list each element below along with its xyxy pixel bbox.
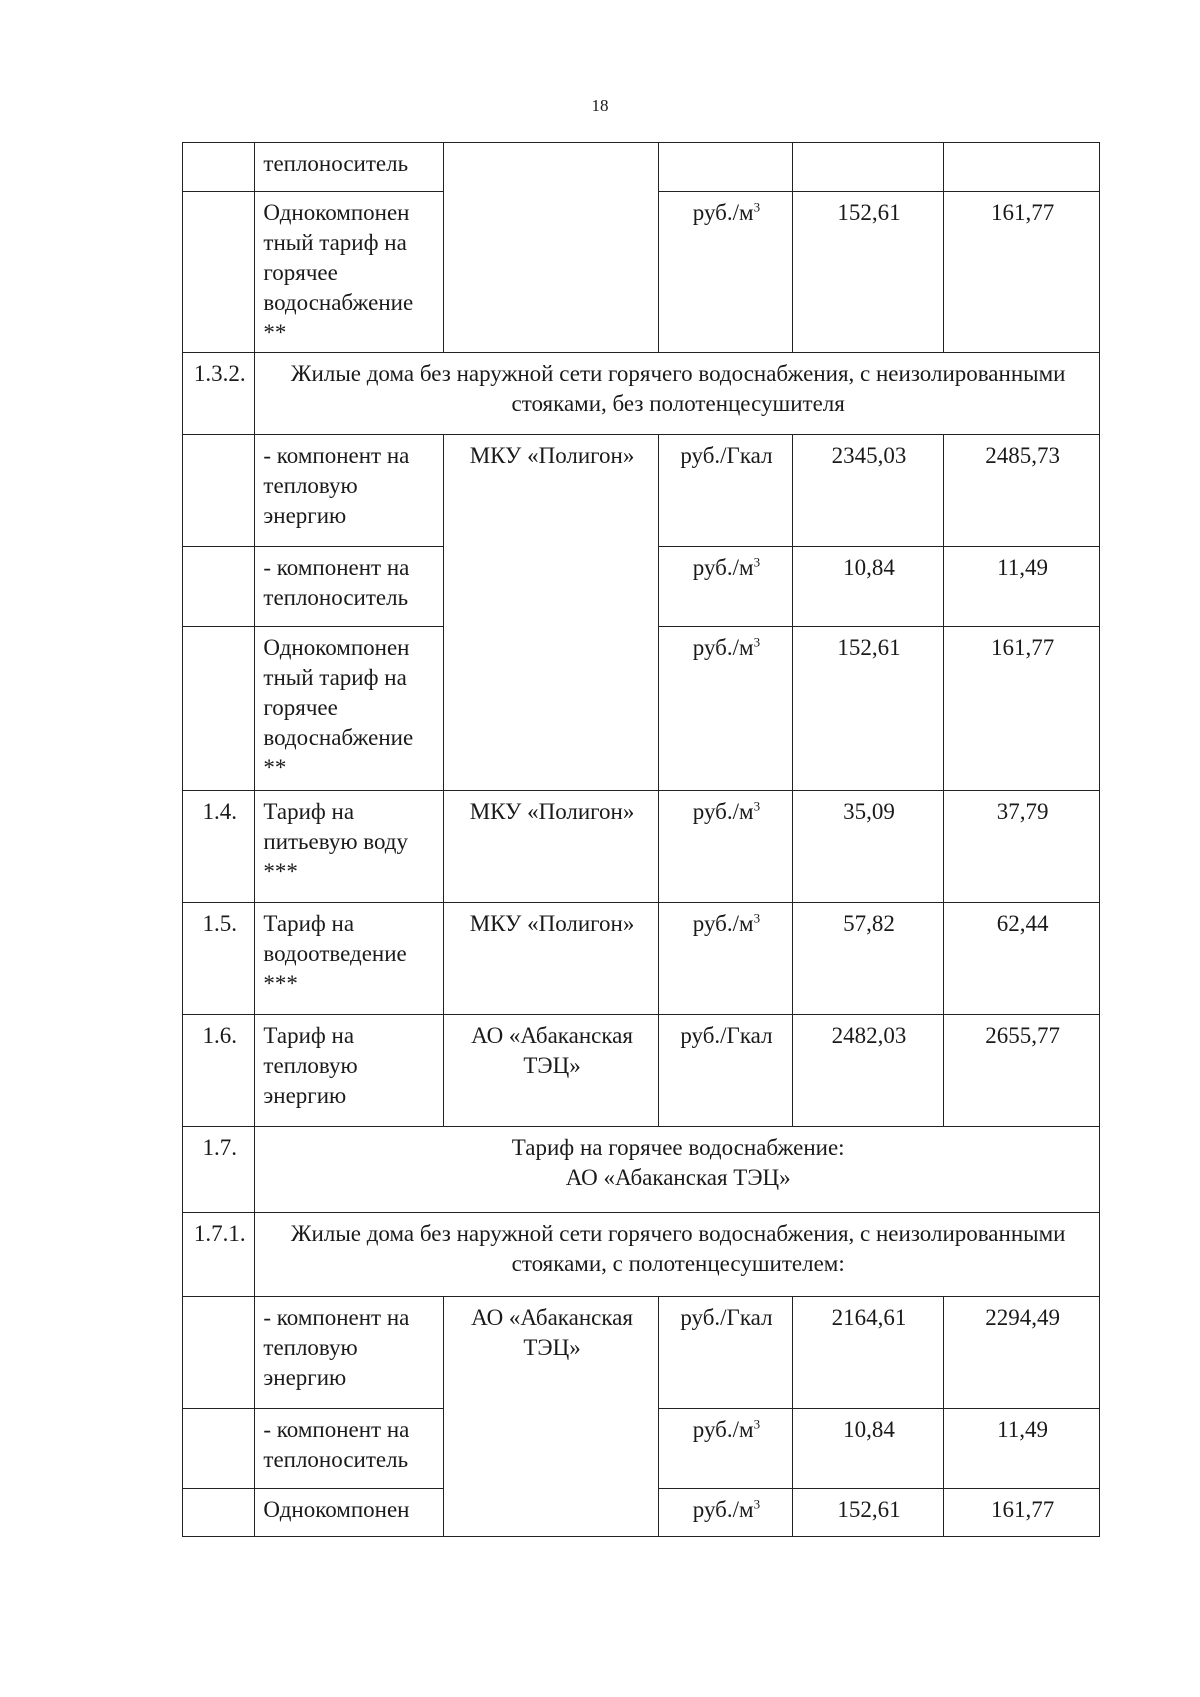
organization-cell: МКУ «Полигон» (444, 903, 659, 1015)
value-year-2: 37,79 (944, 791, 1100, 903)
tariff-name: Тариф на водоотведение *** (255, 903, 444, 1015)
row-number (183, 547, 255, 627)
row-number (183, 1409, 255, 1489)
row-number (183, 192, 255, 353)
tariff-table (182, 142, 1100, 1537)
unit-cell: руб./Гкал (659, 1297, 793, 1409)
unit-cell: $руб./м^3$ (659, 903, 793, 1015)
tariff-name: Тариф на питьевую воду *** (255, 791, 444, 903)
section-row (183, 353, 1100, 435)
value-year-1: 35,09 (792, 791, 943, 903)
unit-cell: руб./Гкал (659, 1015, 793, 1127)
tariff-name: Однокомпонен тный тариф на горячее водоснабжение ** (255, 627, 444, 791)
table-row (183, 1015, 1100, 1127)
unit-cell: $руб./м^3$ (659, 192, 793, 353)
value-year-1: 10,84 (792, 1409, 943, 1489)
value-year-2: 2655,77 (944, 1015, 1100, 1127)
row-number (183, 1489, 255, 1537)
table-row (183, 435, 1100, 547)
tariff-name: - компонент на теплоноситель (255, 1409, 444, 1489)
tariff-name: - компонент на тепловую энергию (255, 435, 444, 547)
value-year-1: 57,82 (792, 903, 943, 1015)
table-row (183, 903, 1100, 1015)
row-number: 1.7.1. (183, 1213, 255, 1297)
organization-cell: АО «Абаканская ТЭЦ» (444, 1297, 659, 1537)
value-year-2: 62,44 (944, 903, 1100, 1015)
value-year-2: 161,77 (944, 627, 1100, 791)
organization-cell: МКУ «Полигон» (444, 435, 659, 791)
row-number: 1.5. (183, 903, 255, 1015)
unit-cell: $руб./м^3$ (659, 1409, 793, 1489)
organization-cell (444, 143, 659, 353)
value-year-1: 152,61 (792, 1489, 943, 1537)
page-number: 18 (591, 96, 609, 115)
unit-cell: $руб./м^3$ (659, 1489, 793, 1537)
row-number (183, 143, 255, 192)
section-heading: Жилые дома без наружной сети горячего водоснабжения, с неизолированными стояками, без полотенцесушителя (255, 353, 1100, 435)
unit-cell: $руб./м^3$ (659, 547, 793, 627)
value-year-1: 10,84 (792, 547, 943, 627)
row-number: 1.6. (183, 1015, 255, 1127)
tariff-name: теплоноситель (255, 143, 444, 192)
value-year-2: 11,49 (944, 547, 1100, 627)
table-row (183, 791, 1100, 903)
tariff-name: - компонент на тепловую энергию (255, 1297, 444, 1409)
organization-cell: АО «Абаканская ТЭЦ» (444, 1015, 659, 1127)
value-year-2: 161,77 (944, 1489, 1100, 1537)
value-year-2: 161,77 (944, 192, 1100, 353)
row-number: 1.3.2. (183, 353, 255, 435)
tariff-name: - компонент на теплоноситель (255, 547, 444, 627)
unit-cell: $руб./м^3$ (659, 791, 793, 903)
row-number: 1.7. (183, 1127, 255, 1213)
value-year-1: 152,61 (792, 627, 943, 791)
tariff-name: Однокомпонен тный тариф на горячее водоснабжение ** (255, 192, 444, 353)
row-number (183, 435, 255, 547)
value-year-1: 2345,03 (792, 435, 943, 547)
section-row (183, 1213, 1100, 1297)
value-year-2: 2294,49 (944, 1297, 1100, 1409)
section-heading: Жилые дома без наружной сети горячего водоснабжения, с неизолированными стояками, с полотенцесушителем: (255, 1213, 1100, 1297)
unit-cell (659, 143, 793, 192)
tariff-name: Однокомпонен (255, 1489, 444, 1537)
row-number (183, 627, 255, 791)
section-row (183, 1127, 1100, 1213)
organization-cell: МКУ «Полигон» (444, 791, 659, 903)
tariff-name: Тариф на тепловую энергию (255, 1015, 444, 1127)
value-year-1: 2482,03 (792, 1015, 943, 1127)
unit-cell: $руб./м^3$ (659, 627, 793, 791)
value-year-2 (944, 143, 1100, 192)
table-row (183, 143, 1100, 192)
table-row (183, 1297, 1100, 1409)
row-number: 1.4. (183, 791, 255, 903)
unit-cell: руб./Гкал (659, 435, 793, 547)
value-year-1 (792, 143, 943, 192)
row-number (183, 1297, 255, 1409)
value-year-1: 152,61 (792, 192, 943, 353)
section-heading: Тариф на горячее водоснабжение: АО «Абаканская ТЭЦ» (255, 1127, 1100, 1213)
value-year-2: 11,49 (944, 1409, 1100, 1489)
value-year-1: 2164,61 (792, 1297, 943, 1409)
value-year-2: 2485,73 (944, 435, 1100, 547)
